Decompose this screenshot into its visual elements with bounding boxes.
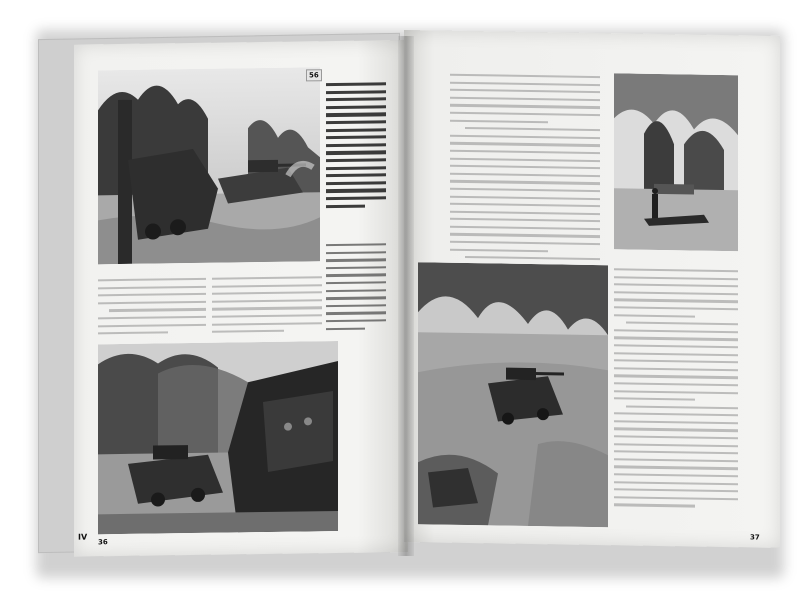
magazine-spine <box>398 36 414 556</box>
caption-english <box>326 240 386 341</box>
body-text-right-bottom <box>614 265 738 527</box>
right-page <box>404 30 780 548</box>
photo-bottom-left <box>98 341 338 534</box>
page-number-left: 36 <box>98 538 108 547</box>
left-page <box>74 40 408 557</box>
caption-russian <box>326 80 386 226</box>
chapter-marker: IV <box>78 532 88 542</box>
photo-number-badge: 56 <box>306 69 322 81</box>
photo-bottom-right <box>418 262 608 527</box>
photo-top-right <box>614 73 738 251</box>
body-text-left-col2 <box>212 273 322 335</box>
body-text-left-col1 <box>98 275 206 337</box>
photo-top-left <box>98 67 320 264</box>
page-number-right: 37 <box>750 533 760 542</box>
